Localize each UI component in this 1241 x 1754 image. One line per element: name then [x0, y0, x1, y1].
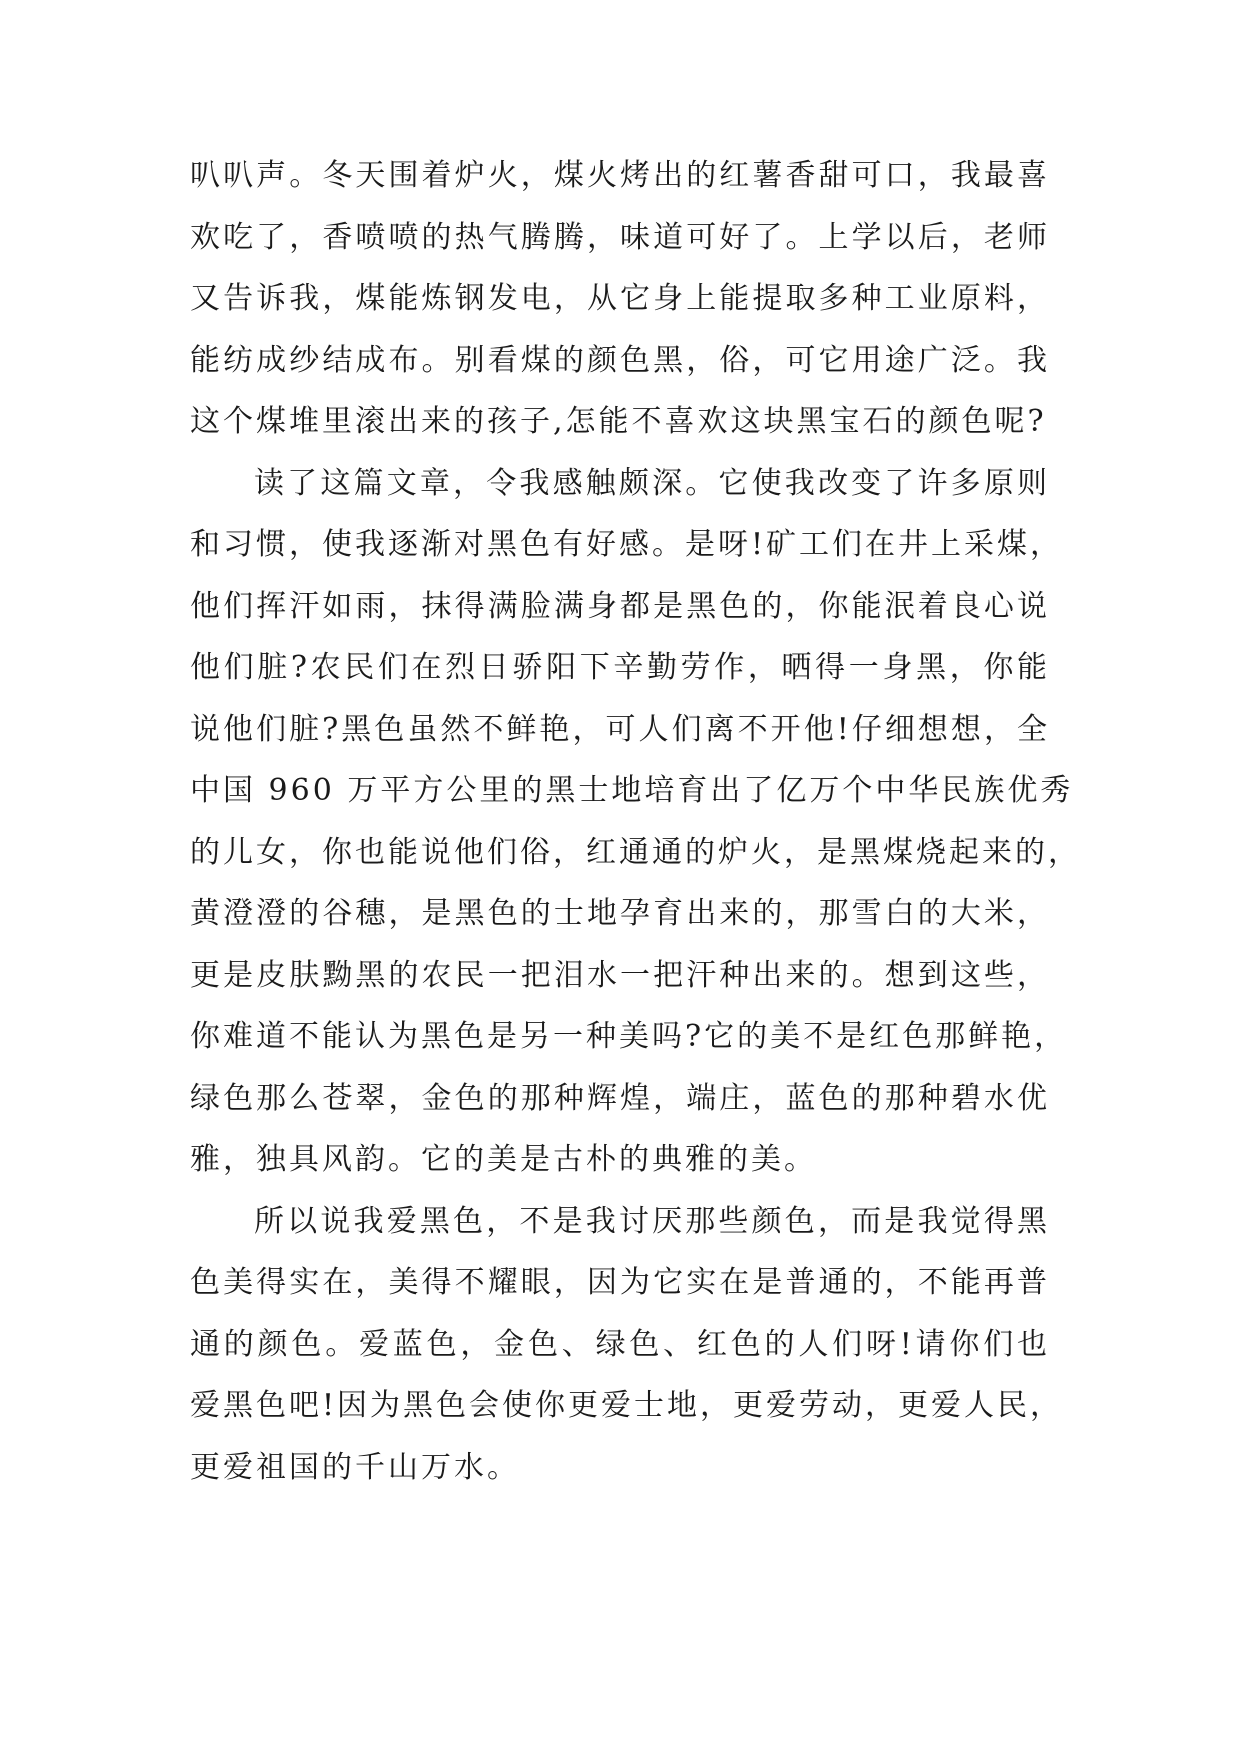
- text-line: 爱黑色吧!因为黑色会使你更爱士地，更爱劳动，更爱人民，: [190, 1388, 1064, 1423]
- text-line: 说他们脏?黑色虽然不鲜艳，可人们离不开他!仔细想想，全: [190, 711, 1050, 747]
- paragraph-first-line: 读了这篇文章，令我感触颇深。它使我改变了许多原则: [254, 465, 1050, 501]
- text-line: 和习惯，使我逐渐对黑色有好感。是呀!矿工们在井上采煤，: [190, 527, 1064, 562]
- text-line: 雅，独具风韵。它的美是古朴的典雅的美。: [190, 1142, 817, 1177]
- text-line: 你难道不能认为黑色是另一种美吗?它的美不是红色那鲜艳，: [190, 1019, 1068, 1054]
- text-line: 更是皮肤黝黑的农民一把泪水一把汗种出来的。想到这些，: [190, 957, 1050, 993]
- text-line: 欢吃了，香喷喷的热气腾腾，味道可好了。上学以后，老师: [190, 219, 1050, 255]
- text-line: 黄澄澄的谷穗，是黑色的士地孕育出来的，那雪白的大米，: [190, 896, 1050, 931]
- text-line: 叭叭声。冬天围着炉火，煤火烤出的红薯香甜可口，我最喜: [190, 158, 1050, 193]
- text-line: 中国 960 万平方公里的黑士地培育出了亿万个中华民族优秀: [190, 773, 1074, 808]
- paragraph-first-line: 所以说我爱黑色，不是我讨厌那些颜色，而是我觉得黑: [254, 1203, 1050, 1239]
- text-line: 通的颜色。爱蓝色，金色、绿色、红色的人们呀!请你们也: [190, 1326, 1050, 1362]
- text-line: 的儿女，你也能说他们俗，红通通的炉火，是黑煤烧起来的，: [190, 834, 1081, 870]
- text-line: 更爱祖国的千山万水。: [190, 1449, 520, 1485]
- text-line: 绿色那么苍翠，金色的那种辉煌，端庄，蓝色的那种碧水优: [190, 1080, 1050, 1116]
- text-line: 这个煤堆里滚出来的孩子,怎能不喜欢这块黑宝石的颜色呢?: [190, 404, 1047, 439]
- text-line: 他们挥汗如雨，抹得满脸满身都是黑色的，你能泯着良心说: [190, 588, 1050, 624]
- essay-body: [190, 145, 1081, 1498]
- text-line: 他们脏?农民们在烈日骄阳下辛勤劳作，晒得一身黑，你能: [190, 650, 1050, 685]
- text-line: 又告诉我，煤能炼钢发电，从它身上能提取多种工业原料，: [190, 281, 1050, 316]
- text-line: 色美得实在，美得不耀眼，因为它实在是普通的，不能再普: [190, 1265, 1050, 1300]
- text-line: 能纺成纱结成布。别看煤的颜色黑，俗，可它用途广泛。我: [190, 342, 1050, 378]
